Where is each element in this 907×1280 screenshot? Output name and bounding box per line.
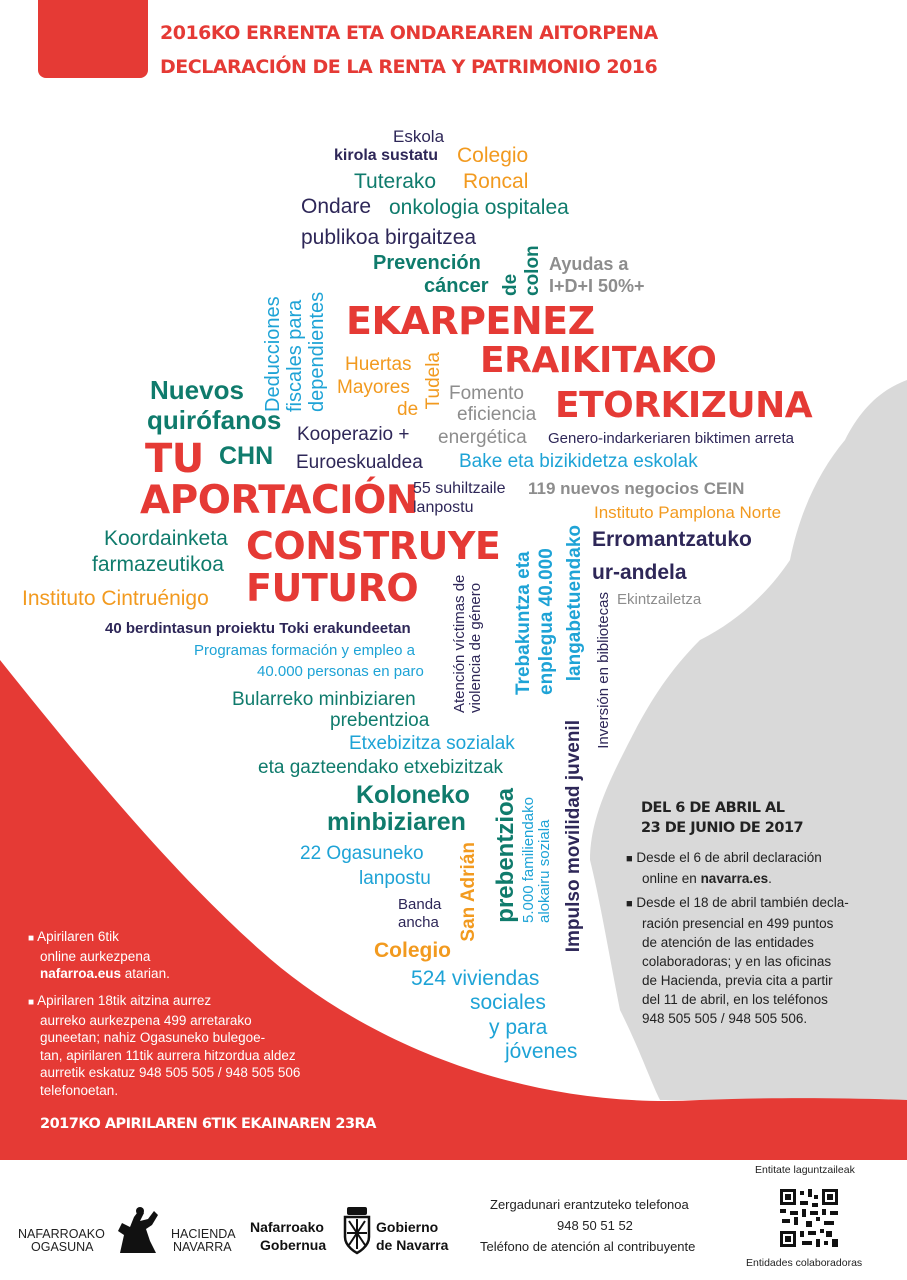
cloud-cancer: cáncer	[424, 275, 489, 297]
entidades-label: Entidades colaboradoras	[746, 1257, 863, 1269]
cloud-ekintzailetza: Ekintzailetza	[617, 591, 702, 608]
gobierno-text-3: Gobierno	[376, 1219, 439, 1235]
navarra-link[interactable]: navarra.es	[700, 871, 769, 886]
cloud-impulso: Impulso movilidad juvenil	[563, 720, 584, 953]
cloud-huertas-2: Mayores	[337, 377, 410, 398]
cloud-suhiltzaile-1: 55 suhiltzaile	[413, 480, 506, 497]
cloud-cein: 119 nuevos negocios CEIN	[528, 479, 745, 498]
cloud-viviendas-3: y para	[489, 1016, 548, 1039]
cloud-familiendako: 5.000 familiendako alokairu soziala	[520, 797, 553, 923]
hacienda-logo-text-1: HACIENDA	[171, 1227, 236, 1241]
cloud-erromantzatuko-1: Erromantzatuko	[592, 528, 752, 551]
cloud-ayudas-1: Ayudas a	[549, 254, 629, 274]
cloud-fomento-3: energética	[438, 427, 527, 448]
cloud-ogasuneko-2: lanpostu	[359, 868, 431, 889]
cloud-fomento-1: Fomento	[449, 383, 524, 404]
cloud-bake: Bake eta bizikidetza eskolak	[459, 451, 698, 472]
cloud-bularreko-1: Bularreko minbiziaren	[232, 689, 416, 710]
cloud-prevencion: Prevención	[373, 252, 481, 274]
cloud-colegio-roncal-2: Roncal	[463, 170, 529, 193]
cloud-viviendas-2: sociales	[470, 991, 546, 1014]
cloud-viviendas-4: jóvenes	[505, 1040, 578, 1063]
cloud-de-colon: de colon	[500, 245, 543, 296]
gobierno-text-4: de Navarra	[376, 1237, 449, 1253]
header-title-spanish: DECLARACIÓN DE LA RENTA Y PATRIMONIO 2016	[160, 56, 658, 78]
cloud-koloneko: Koloneko	[356, 781, 470, 809]
hacienda-logo-text-2: NAVARRA	[173, 1240, 232, 1254]
cloud-huertas-1: Huertas	[345, 354, 412, 375]
gobierno-text-2: Gobernua	[260, 1237, 327, 1253]
cloud-huertas-3: de	[397, 399, 419, 420]
navarra-coat-of-arms-icon	[341, 1205, 373, 1255]
cloud-programas-1: Programas formación y empleo a	[194, 642, 415, 659]
cloud-kooperazio: Kooperazio +	[297, 424, 410, 445]
cloud-langabetuendako: langabetuendako	[564, 525, 585, 682]
phone-label-basque: Zergadunari erantzuteko telefonoa	[490, 1197, 689, 1212]
cloud-programas-2: 40.000 personas en paro	[257, 663, 424, 680]
cloud-etxebizitza-1: Etxebizitza sozialak	[349, 733, 515, 754]
cloud-etorkizuna: ETORKIZUNA	[555, 385, 813, 426]
cloud-ekarpenez: EKARPENEZ	[346, 299, 595, 343]
cloud-tuterako: Tuterako	[354, 170, 437, 193]
right-dates-title-2: 23 DE JUNIO DE 2017	[641, 820, 804, 836]
cloud-atencion-victimas: Atención víctimas de violencia de género	[451, 574, 484, 713]
entitate-label: Entitate laguntzaileak	[755, 1164, 855, 1176]
cloud-inversion: Inversión en bibliotecas	[595, 592, 612, 749]
cloud-onkologia: onkologia ospitalea	[389, 196, 569, 219]
cloud-eraikitako: ERAIKITAKO	[480, 340, 717, 381]
cloud-instituto-pamplona: Instituto Pamplona Norte	[594, 503, 782, 522]
cloud-ayudas-2: I+D+I 50%+	[549, 276, 645, 296]
cloud-tudela: Tudela	[423, 352, 444, 410]
cloud-minbiziaren: minbiziaren	[327, 808, 466, 836]
left-info-paragraph-2: ■ Apirilaren 18tik aitzina aurrez aurreko aurkezpena 499 arretarako guneetan; nahiz Ogasuneko bulegoe- tan, apirilaren 11tik aurrera hitzordua aldez aurretik eskatuz 948 505 505 / 948 505 506 telefonoetan.	[28, 993, 301, 1098]
cloud-koordainketa-1: Koordainketa	[104, 527, 228, 550]
cloud-euroeskualdea: Euroeskualdea	[296, 452, 423, 473]
cloud-instituto-cintruenigo: Instituto Cintruénigo	[22, 587, 209, 610]
cloud-ondare: Ondare	[301, 195, 372, 218]
cloud-fomento-2: eficiencia	[457, 404, 537, 425]
cloud-berdintasun: 40 berdintasun proiektu Toki erakundeetan	[105, 620, 411, 637]
cloud-etxebizitza-2: eta gazteendako etxebizitzak	[258, 757, 504, 778]
gobierno-text-1: Nafarroako	[250, 1219, 324, 1235]
cloud-colegio: Colegio	[374, 939, 451, 962]
cloud-ogasuneko-1: 22 Ogasuneko	[300, 843, 424, 864]
cloud-construye: CONSTRUYE	[246, 524, 501, 568]
cloud-bularreko-2: prebentzioa	[330, 710, 430, 731]
cloud-nuevos: Nuevos	[150, 375, 244, 405]
header-title-basque: 2016KO ERRENTA ETA ONDAREAREN AITORPENA	[160, 22, 658, 44]
right-dates-title-1: DEL 6 DE ABRIL AL	[641, 800, 785, 816]
qr-code-icon[interactable]	[778, 1187, 840, 1249]
cloud-san-adrian: San Adrián	[458, 842, 479, 942]
cloud-deducciones: Deducciones fiscales para dependientes	[262, 291, 328, 412]
cloud-banda-2: ancha	[398, 914, 439, 931]
cloud-quirofanos: quirófanos	[147, 405, 282, 435]
cloud-aportacion: APORTACIÓN	[140, 478, 418, 523]
right-info-paragraph-1: ■ Desde el 6 de abril declaración online en navarra.es.	[626, 850, 822, 886]
cloud-chn: CHN	[219, 442, 274, 470]
cloud-kirola: kirola sustatu	[334, 147, 439, 164]
ogasuna-logo-text-1: NAFARROAKO	[18, 1227, 105, 1241]
cloud-tu: TU	[145, 436, 204, 482]
cloud-eskola: Eskola	[393, 127, 445, 146]
cloud-genero: Genero-indarkeriaren biktimen arreta	[548, 430, 794, 447]
cloud-futuro: FUTURO	[246, 566, 419, 610]
cloud-suhiltzaile-2: lanpostu	[413, 499, 474, 516]
cloud-prebentzioa-vertical: prebentzioa	[492, 788, 519, 923]
cloud-publikoa: publikoa birgaitzea	[301, 226, 477, 249]
left-info-paragraph-1: ■ Apirilaren 6tik online aurkezpena nafarroa.eus atarian.	[28, 929, 170, 981]
cloud-viviendas-1: 524 viviendas	[411, 967, 540, 990]
cloud-erromantzatuko-2: ur-andela	[592, 561, 687, 584]
hacienda-figure-icon	[110, 1205, 166, 1255]
cloud-banda-1: Banda	[398, 896, 442, 913]
phone-label-spanish: Teléfono de atención al contribuyente	[480, 1239, 696, 1254]
cloud-colegio-roncal-1: Colegio	[457, 144, 529, 167]
phone-number[interactable]: 948 50 51 52	[557, 1218, 633, 1233]
left-dates-title: 2017KO APIRILAREN 6TIK EKAINAREN 23RA	[40, 1116, 376, 1132]
ogasuna-logo-text-2: OGASUNA	[31, 1240, 94, 1254]
right-info-paragraph-2: ■ Desde el 18 de abril también decla- ración presencial en 499 puntos de atención de las entidades colaboradoras; y en las oficinas de Hacienda, previa cita a partir del 11 de abril, en los teléfonos 948 505 505 / 948 505 506.	[626, 895, 849, 1026]
cloud-trebakuntza: Trebakuntza eta enplegua 40.000	[513, 548, 557, 695]
nafarroa-link[interactable]: nafarroa.eus	[40, 966, 122, 981]
cloud-koordainketa-2: farmazeutikoa	[92, 553, 224, 576]
